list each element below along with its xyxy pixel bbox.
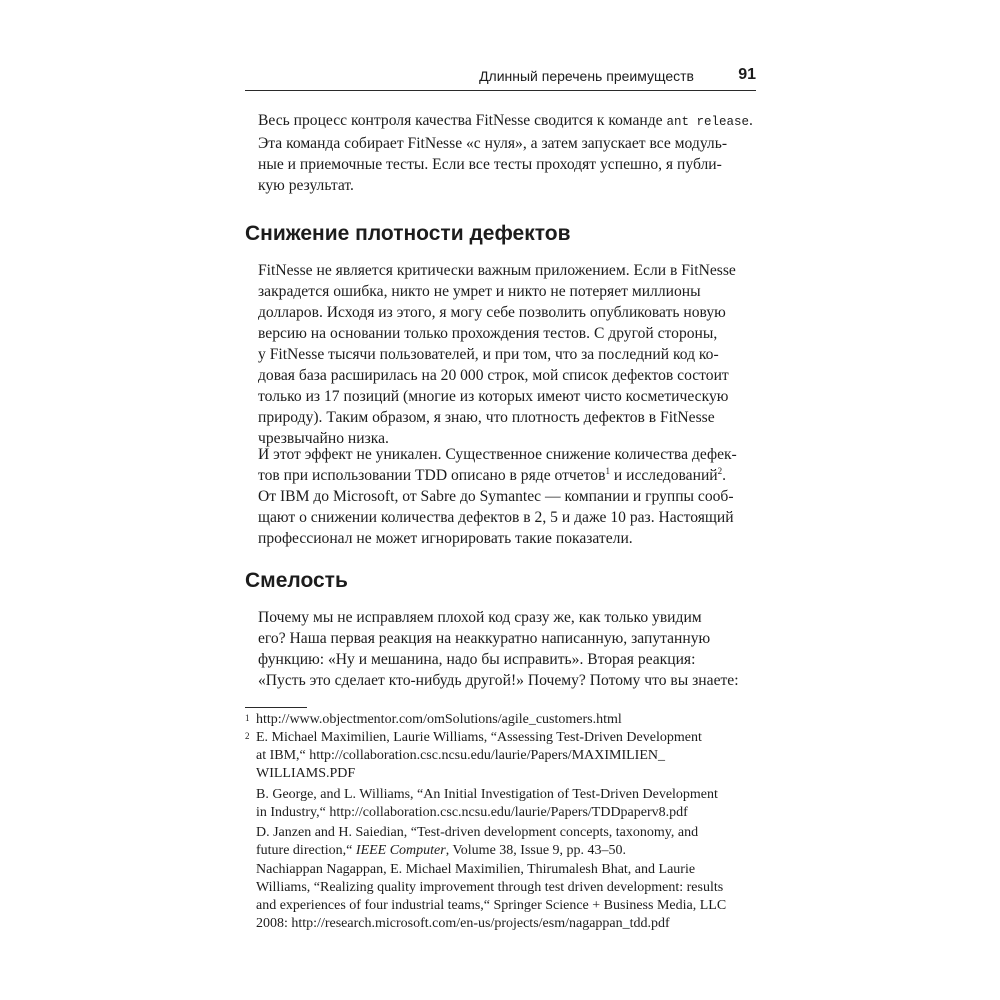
text-line: И этот эффект не уникален. Существенное снижение количества дефек-	[258, 446, 737, 463]
page-number: 91	[738, 66, 756, 83]
running-header	[245, 66, 756, 91]
footnote-mark: 1	[245, 713, 250, 723]
footnote-separator	[245, 707, 307, 708]
intro-paragraph	[258, 110, 756, 196]
footnote-marker-2: 2	[717, 465, 723, 476]
footnote-1	[245, 711, 756, 729]
text-line: чрезвычайно низка.	[258, 430, 389, 447]
text-line: функцию: «Ну и мешанина, надо бы исправить». Вторая реакция:	[258, 651, 696, 668]
reference-george: B. George, and L. Williams, “An Initial Investigation of Test-Driven Development in Industry,“ http://collaboration.csc.ncsu.edu/laurie/Papers/TDDpaperv8.pdf	[256, 787, 718, 820]
text-line: щают о снижении количества дефектов в 2, 5 и даже 10 раз. Настоящий	[258, 509, 734, 526]
text-line: версию на основании только прохождения тестов. С другой стороны,	[258, 325, 718, 342]
reference-nagappan: Nachiappan Nagappan, E. Michael Maximilien, Thirumalesh Bhat, and Laurie Williams, “Realizing quality improvement through test driven development: results and experiences of four industrial teams,“ Springer Science + Business Media, LLC 2008: http://research.microsoft.com/en-us/projects/esm/nagappan_tdd.pdf	[256, 862, 727, 931]
reference-janzen: D. Janzen and H. Saiedian, “Test-driven development concepts, taxonomy, and future direction,“ IEEE Computer, Volume 38, Issue 9, pp. 43–50.	[256, 825, 699, 858]
footnote-text: http://www.objectmentor.com/omSolutions/agile_customers.html	[256, 712, 622, 727]
text-line: FitNesse не является критически важным приложением. Если в FitNesse	[258, 262, 736, 279]
footnote-2	[245, 729, 756, 783]
text-line: кую результат.	[258, 177, 354, 194]
courage-paragraph	[258, 607, 756, 691]
inline-code: ant release	[666, 115, 749, 129]
text-line: только из 17 позиций (многие из которых имеют чисто косметическую	[258, 388, 729, 405]
defect-density-paragraph-1	[258, 260, 756, 449]
text-line: закрадется ошибка, никто не умрет и никто не потеряет миллионы	[258, 283, 701, 300]
text-line: Весь процесс контроля качества FitNesse сводится к команде ant release.	[258, 112, 753, 129]
text-line: довая база расширилась на 20 000 строк, мой список дефектов состоит	[258, 367, 729, 384]
text-line: Эта команда собирает FitNesse «с нуля», а затем запускает все модуль-	[258, 135, 728, 152]
text-line: Почему мы не исправляем плохой код сразу же, как только увидим	[258, 609, 702, 626]
text-line: у FitNesse тысячи пользователей, и при том, что за последний код ко-	[258, 346, 719, 363]
footnote-mark: 2	[245, 731, 250, 741]
section-heading-defect-density: Снижение плотности дефектов	[245, 222, 571, 245]
footnote-text: E. Michael Maximilien, Laurie Williams, “Assessing Test-Driven Development at IBM,“ http://collaboration.csc.ncsu.edu/laurie/Papers/MAXIMILIEN_ WILLIAMS.PDF	[256, 730, 702, 781]
text-line: «Пусть это сделает кто-нибудь другой!» Почему? Потому что вы знаете:	[258, 672, 739, 689]
text-line: природу). Таким образом, я знаю, что плотность дефектов в FitNesse	[258, 409, 715, 426]
text-line: ные и приемочные тесты. Если все тесты проходят успешно, я публи-	[258, 156, 722, 173]
running-title: Длинный перечень преимуществ	[479, 68, 694, 84]
text-line: профессионал не может игнорировать такие показатели.	[258, 530, 633, 547]
text-line: От IBM до Microsoft, от Sabre до Symantec — компании и группы сооб-	[258, 488, 734, 505]
text-line: тов при использовании TDD описано в ряде отчетов$^1$ и исследований$^2$.	[258, 465, 727, 484]
text-line: долларов. Исходя из этого, я могу себе позволить опубликовать новую	[258, 304, 726, 321]
section-heading-courage: Смелость	[245, 569, 348, 592]
footnote-marker-1: 1	[605, 465, 610, 476]
journal-title: IEEE Computer	[355, 843, 446, 858]
text-line: его? Наша первая реакция на неаккуратно написанную, запутанную	[258, 630, 711, 647]
defect-density-paragraph-2	[258, 444, 756, 549]
